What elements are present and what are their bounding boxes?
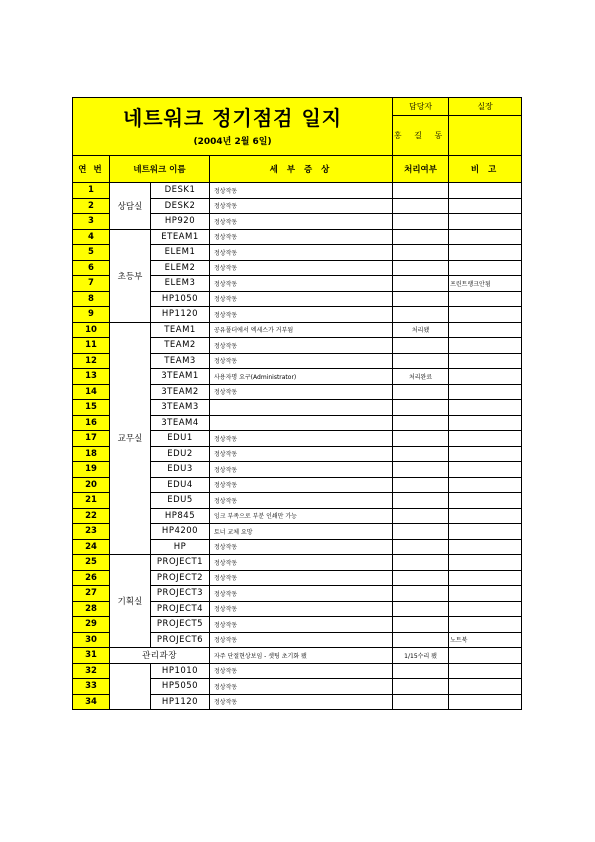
remarks-cell xyxy=(449,229,522,245)
processed-cell xyxy=(393,431,449,447)
header-remarks: 비 고 xyxy=(449,156,522,183)
remarks-cell xyxy=(449,183,522,199)
detail-cell: 자주 단절현상보임 - 셋팅 초기화 됐 xyxy=(210,648,393,664)
processed-cell xyxy=(393,679,449,695)
department-label: 초등부 xyxy=(110,229,151,322)
network-name-cell: HP5050 xyxy=(151,679,210,695)
network-name-cell: ELEM1 xyxy=(151,245,210,261)
department-label: 상담실 xyxy=(110,183,151,230)
department-label xyxy=(110,663,151,710)
table-row xyxy=(73,229,522,245)
row-number: 32 xyxy=(73,663,110,679)
approval-name-director xyxy=(449,115,522,155)
row-number: 6 xyxy=(73,260,110,276)
remarks-cell xyxy=(449,524,522,540)
network-name-cell: PROJECT6 xyxy=(151,632,210,648)
remarks-cell xyxy=(449,679,522,695)
processed-cell xyxy=(393,586,449,602)
row-number: 12 xyxy=(73,353,110,369)
network-name-cell: 3TEAM2 xyxy=(151,384,210,400)
detail-cell: 토너 교체 요망 xyxy=(210,524,393,540)
detail-cell: 정상작동 xyxy=(210,276,393,292)
network-name-cell: HP1120 xyxy=(151,694,210,710)
remarks-cell xyxy=(449,663,522,679)
detail-cell: 정상작동 xyxy=(210,229,393,245)
remarks-cell xyxy=(449,307,522,323)
processed-cell xyxy=(393,524,449,540)
processed-cell xyxy=(393,353,449,369)
title-block xyxy=(73,98,393,156)
row-number: 14 xyxy=(73,384,110,400)
remarks-cell: 프린트랭크안됨 xyxy=(449,276,522,292)
processed-cell xyxy=(393,508,449,524)
processed-cell xyxy=(393,539,449,555)
row-number: 10 xyxy=(73,322,110,338)
header-detail: 세 부 증 상 xyxy=(210,156,393,183)
department-label: 교무실 xyxy=(110,322,151,555)
row-number: 29 xyxy=(73,617,110,633)
detail-cell: 정상작동 xyxy=(210,694,393,710)
approval-name-manager: 홍 길 동 xyxy=(393,115,449,155)
processed-cell xyxy=(393,307,449,323)
row-number: 22 xyxy=(73,508,110,524)
row-number: 25 xyxy=(73,555,110,571)
network-name-cell: PROJECT4 xyxy=(151,601,210,617)
remarks-cell xyxy=(449,477,522,493)
remarks-cell xyxy=(449,431,522,447)
remarks-cell xyxy=(449,338,522,354)
detail-cell: 정상작동 xyxy=(210,384,393,400)
table-row xyxy=(73,322,522,338)
network-name-cell: ELEM3 xyxy=(151,276,210,292)
network-name-cell: HP1050 xyxy=(151,291,210,307)
remarks-cell xyxy=(449,570,522,586)
header-seq: 연 번 xyxy=(73,156,110,183)
network-name-cell: 관리과장 xyxy=(110,648,210,664)
header-processed: 처리여부 xyxy=(393,156,449,183)
detail-cell: 정상작동 xyxy=(210,663,393,679)
row-number: 21 xyxy=(73,493,110,509)
network-name-cell: ELEM2 xyxy=(151,260,210,276)
processed-cell xyxy=(393,632,449,648)
detail-cell xyxy=(210,400,393,416)
network-name-cell: EDU5 xyxy=(151,493,210,509)
detail-cell: 정상작동 xyxy=(210,245,393,261)
processed-cell xyxy=(393,400,449,416)
processed-cell xyxy=(393,415,449,431)
row-number: 27 xyxy=(73,586,110,602)
processed-cell xyxy=(393,229,449,245)
processed-cell xyxy=(393,276,449,292)
detail-cell: 정상작동 xyxy=(210,291,393,307)
row-number: 13 xyxy=(73,369,110,385)
detail-cell: 정상작동 xyxy=(210,586,393,602)
remarks-cell xyxy=(449,353,522,369)
network-name-cell: PROJECT1 xyxy=(151,555,210,571)
network-name-cell: ETEAM1 xyxy=(151,229,210,245)
row-number: 16 xyxy=(73,415,110,431)
row-number: 28 xyxy=(73,601,110,617)
network-name-cell: EDU4 xyxy=(151,477,210,493)
approval-label-director: 실장 xyxy=(449,98,522,116)
row-number: 33 xyxy=(73,679,110,695)
remarks-cell xyxy=(449,198,522,214)
detail-cell: 정상작동 xyxy=(210,617,393,633)
network-name-cell: HP4200 xyxy=(151,524,210,540)
detail-cell: 정상작동 xyxy=(210,570,393,586)
detail-cell: 정상작동 xyxy=(210,632,393,648)
remarks-cell xyxy=(449,648,522,664)
detail-cell: 정상작동 xyxy=(210,462,393,478)
network-name-cell: PROJECT3 xyxy=(151,586,210,602)
approval-label-manager: 담당자 xyxy=(393,98,449,116)
processed-cell xyxy=(393,245,449,261)
detail-cell: 정상작동 xyxy=(210,493,393,509)
processed-cell xyxy=(393,601,449,617)
processed-cell xyxy=(393,338,449,354)
remarks-cell xyxy=(449,415,522,431)
processed-cell: 1/15수리 됐 xyxy=(393,648,449,664)
network-name-cell: TEAM2 xyxy=(151,338,210,354)
remarks-cell xyxy=(449,462,522,478)
processed-cell xyxy=(393,183,449,199)
network-name-cell: EDU2 xyxy=(151,446,210,462)
table-row xyxy=(73,183,522,199)
network-name-cell: PROJECT2 xyxy=(151,570,210,586)
detail-cell: 정상작동 xyxy=(210,338,393,354)
row-number: 30 xyxy=(73,632,110,648)
processed-cell xyxy=(393,694,449,710)
row-number: 31 xyxy=(73,648,110,664)
remarks-cell xyxy=(449,384,522,400)
remarks-cell xyxy=(449,322,522,338)
remarks-cell xyxy=(449,245,522,261)
row-number: 5 xyxy=(73,245,110,261)
processed-cell xyxy=(393,291,449,307)
network-name-cell: 3TEAM1 xyxy=(151,369,210,385)
remarks-cell xyxy=(449,539,522,555)
network-name-cell: EDU1 xyxy=(151,431,210,447)
processed-cell xyxy=(393,446,449,462)
processed-cell: 처리됐 xyxy=(393,322,449,338)
detail-cell: 정상작동 xyxy=(210,214,393,230)
detail-cell: 정상작동 xyxy=(210,446,393,462)
detail-cell: 정상작동 xyxy=(210,183,393,199)
network-name-cell: TEAM3 xyxy=(151,353,210,369)
header-network-name: 네트워크 이름 xyxy=(110,156,210,183)
processed-cell xyxy=(393,555,449,571)
row-number: 1 xyxy=(73,183,110,199)
network-name-cell: 3TEAM3 xyxy=(151,400,210,416)
table-row xyxy=(73,648,522,664)
remarks-cell xyxy=(449,214,522,230)
network-name-cell: HP845 xyxy=(151,508,210,524)
detail-cell: 잉크 부족으로 부분 인쇄만 가능 xyxy=(210,508,393,524)
table-row xyxy=(73,663,522,679)
detail-cell: 정상작동 xyxy=(210,431,393,447)
remarks-cell xyxy=(449,291,522,307)
processed-cell xyxy=(393,617,449,633)
processed-cell xyxy=(393,493,449,509)
document-title: 네트워크 정기점검 일지 xyxy=(122,106,343,130)
row-number: 24 xyxy=(73,539,110,555)
remarks-cell xyxy=(449,369,522,385)
detail-cell: 정상작동 xyxy=(210,601,393,617)
remarks-cell xyxy=(449,400,522,416)
remarks-cell: 노트북 xyxy=(449,632,522,648)
processed-cell xyxy=(393,663,449,679)
remarks-cell xyxy=(449,586,522,602)
remarks-cell xyxy=(449,508,522,524)
row-number: 4 xyxy=(73,229,110,245)
document-date: (2004년 2월 6일) xyxy=(193,137,272,147)
detail-cell: 사용자명 요구(Administrator) xyxy=(210,369,393,385)
row-number: 2 xyxy=(73,198,110,214)
detail-cell: 정상작동 xyxy=(210,198,393,214)
table-row xyxy=(73,555,522,571)
remarks-cell xyxy=(449,601,522,617)
row-number: 20 xyxy=(73,477,110,493)
processed-cell xyxy=(393,260,449,276)
network-name-cell: EDU3 xyxy=(151,462,210,478)
row-number: 34 xyxy=(73,694,110,710)
detail-cell xyxy=(210,415,393,431)
row-number: 3 xyxy=(73,214,110,230)
row-number: 8 xyxy=(73,291,110,307)
remarks-cell xyxy=(449,260,522,276)
detail-cell: 정상작동 xyxy=(210,307,393,323)
network-name-cell: DESK2 xyxy=(151,198,210,214)
network-name-cell: 3TEAM4 xyxy=(151,415,210,431)
network-name-cell: TEAM1 xyxy=(151,322,210,338)
row-number: 7 xyxy=(73,276,110,292)
remarks-cell xyxy=(449,493,522,509)
remarks-cell xyxy=(449,617,522,633)
row-number: 26 xyxy=(73,570,110,586)
remarks-cell xyxy=(449,446,522,462)
row-number: 11 xyxy=(73,338,110,354)
processed-cell: 처리완료 xyxy=(393,369,449,385)
row-number: 18 xyxy=(73,446,110,462)
row-number: 19 xyxy=(73,462,110,478)
detail-cell: 정상작동 xyxy=(210,539,393,555)
detail-cell: 정상작동 xyxy=(210,260,393,276)
network-name-cell: PROJECT5 xyxy=(151,617,210,633)
row-number: 15 xyxy=(73,400,110,416)
network-name-cell: DESK1 xyxy=(151,183,210,199)
network-name-cell: HP1120 xyxy=(151,307,210,323)
detail-cell: 정상작동 xyxy=(210,477,393,493)
row-number: 17 xyxy=(73,431,110,447)
processed-cell xyxy=(393,570,449,586)
detail-cell: 정상작동 xyxy=(210,679,393,695)
detail-cell: 정상작동 xyxy=(210,555,393,571)
department-label: 기획실 xyxy=(110,555,151,648)
detail-cell: 정상작동 xyxy=(210,353,393,369)
network-name-cell: HP xyxy=(151,539,210,555)
processed-cell xyxy=(393,477,449,493)
row-number: 23 xyxy=(73,524,110,540)
network-name-cell: HP920 xyxy=(151,214,210,230)
processed-cell xyxy=(393,384,449,400)
inspection-log-table xyxy=(72,97,522,710)
remarks-cell xyxy=(449,694,522,710)
network-name-cell: HP1010 xyxy=(151,663,210,679)
remarks-cell xyxy=(449,555,522,571)
processed-cell xyxy=(393,462,449,478)
row-number: 9 xyxy=(73,307,110,323)
detail-cell: 공유폴더에서 엑세스가 거부됨 xyxy=(210,322,393,338)
processed-cell xyxy=(393,198,449,214)
processed-cell xyxy=(393,214,449,230)
